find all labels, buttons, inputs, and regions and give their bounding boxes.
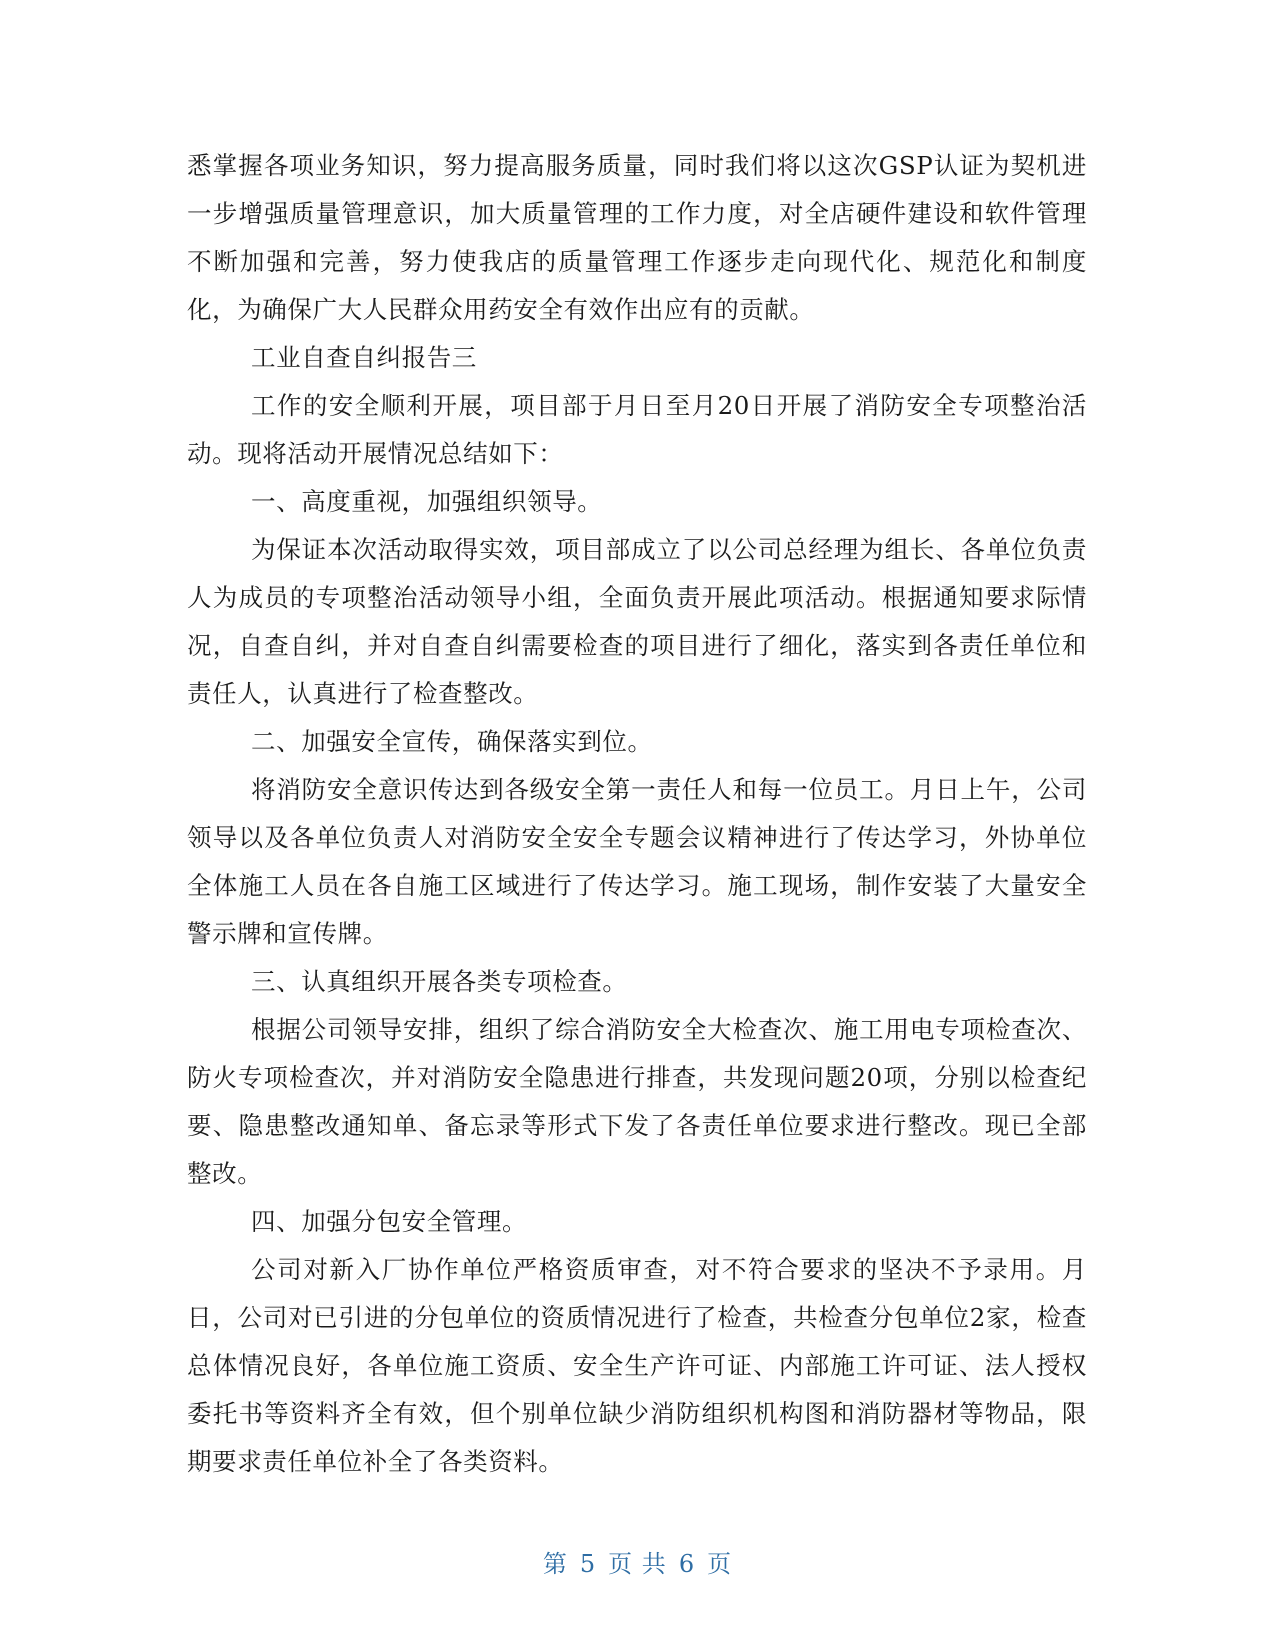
paragraph-5: 为保证本次活动取得实效，项目部成立了以公司总经理为组长、各单位负责人为成员的专项整治活动领导小组，全面负责开展此项活动。根据通知要求际情况，自查自纠，并对自查自纠需要检查的项目进行了细化，落实到各责任单位和责任人，认真进行了检查整改。 [187, 535, 1087, 708]
footer-prefix: 第 [542, 1550, 568, 1578]
paragraph-11: 公司对新入厂协作单位严格资质审查，对不符合要求的坚决不予录用。月日，公司对已引进的分包单位的资质情况进行了检查，共检查分包单位2家，检查总体情况良好，各单位施工资质、安全生产许可证、内部施工许可证、法人授权委托书等资料齐全有效，但个别单位缺少消防组织机构图和消防器材等物品，限期要求责任单位补全了各类资料。 [187, 1255, 1087, 1476]
document-body [187, 142, 1087, 1486]
paragraph-2-report-title: 工业自查自纠报告三 [251, 343, 477, 372]
paragraph-7: 将消防安全意识传达到各级安全第一责任人和每一位员工。月日上午，公司领导以及各单位负责人对消防安全安全专题会议精神进行了传达学习，外协单位全体施工人员在各自施工区域进行了传达学习。施工现场，制作安装了大量安全警示牌和宣传牌。 [187, 775, 1087, 948]
paragraph-9: 根据公司领导安排，组织了综合消防安全大检查次、施工用电专项检查次、防火专项检查次，并对消防安全隐患进行排查，共发现问题20项，分别以检查纪要、隐患整改通知单、备忘录等形式下发了各责任单位要求进行整改。现已全部整改。 [187, 1015, 1087, 1188]
section-heading-3: 三、认真组织开展各类专项检查。 [251, 967, 628, 996]
footer-current-page: 5 [579, 1550, 597, 1578]
footer-suffix: 页 [707, 1550, 733, 1578]
section-heading-1: 一、高度重视，加强组织领导。 [251, 487, 603, 516]
paragraph-1: 悉掌握各项业务知识，努力提高服务质量，同时我们将以这次GSP认证为契机进一步增强质量管理意识，加大质量管理的工作力度，对全店硬件建设和软件管理不断加强和完善，努力使我店的质量管理工作逐步走向现代化、规范化和制度化，为确保广大人民群众用药安全有效作出应有的贡献。 [187, 151, 1087, 324]
page-footer [0, 1544, 1275, 1579]
section-heading-2: 二、加强安全宣传，确保落实到位。 [251, 727, 653, 756]
section-heading-4: 四、加强分包安全管理。 [251, 1207, 528, 1236]
footer-mid: 页 共 [608, 1550, 667, 1578]
paragraph-3: 工作的安全顺利开展，项目部于月日至月20日开展了消防安全专项整治活动。现将活动开展情况总结如下： [187, 391, 1087, 468]
footer-total-pages: 6 [678, 1550, 696, 1578]
